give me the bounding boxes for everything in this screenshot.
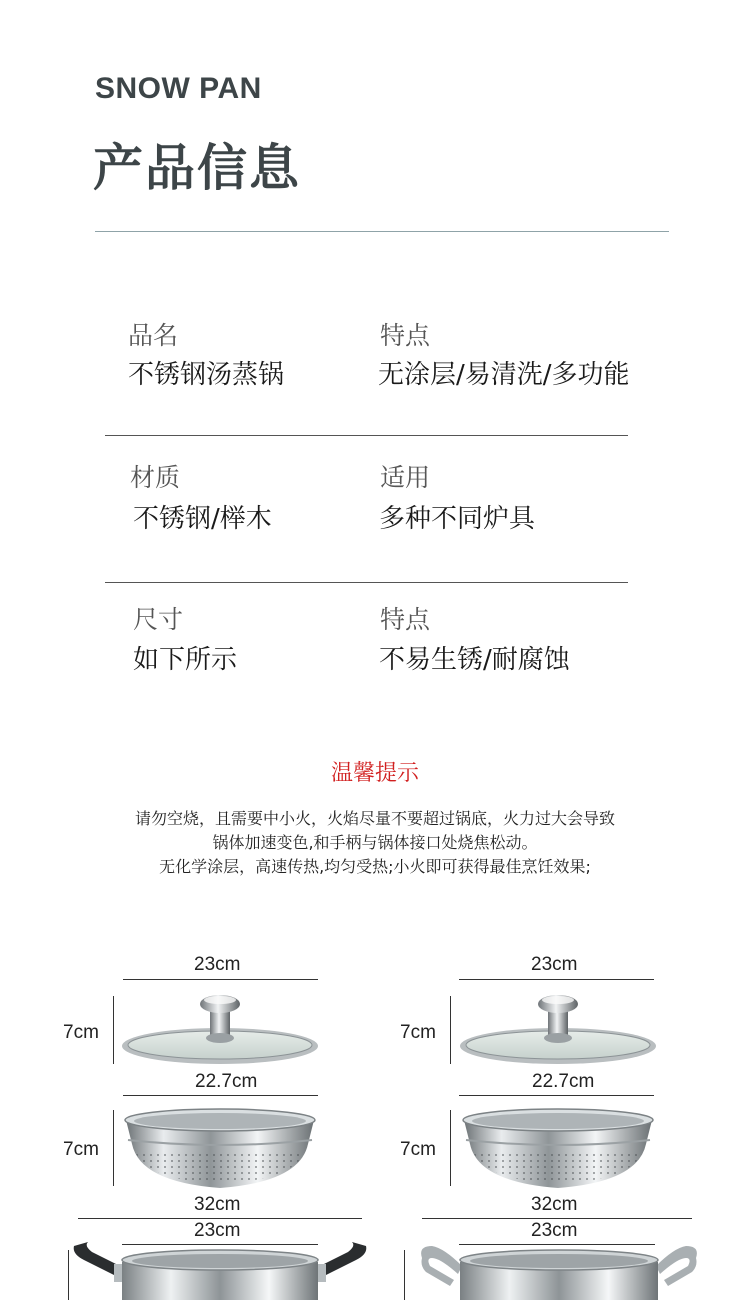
tips-title: 温馨提示 (330, 761, 419, 786)
dimension-line (68, 1250, 69, 1300)
spec-label-size: 尺寸 (133, 605, 184, 634)
spec-value-name: 不锈钢汤蒸锅 (128, 360, 285, 390)
dimension-line (113, 1110, 114, 1186)
dimension-line (422, 1218, 692, 1219)
spec-divider (105, 435, 628, 436)
lid-width-label: 23cm (194, 954, 241, 975)
pot-inner-width-label: 23cm (194, 1220, 241, 1241)
steamer-height-label: 7cm (63, 1139, 99, 1160)
spec-value-feature: 无涂层/易清洗/多功能 (378, 360, 630, 390)
soup-pot-image (414, 1236, 704, 1300)
steamer-height-label: 7cm (400, 1139, 436, 1160)
spec-label-name: 品名 (128, 321, 179, 350)
dimension-line (404, 1250, 405, 1300)
tips-line: 锅体加速变色,和手柄与锅体接口处烧焦松动。 (212, 833, 538, 852)
dimension-line (123, 1095, 318, 1096)
pot-outer-width-label: 32cm (194, 1194, 241, 1215)
spec-value-feature-2: 不易生锈/耐腐蚀 (379, 645, 570, 675)
lid-height-label: 7cm (63, 1022, 99, 1043)
steamer-width-label: 22.7cm (195, 1071, 258, 1092)
dimension-line (459, 1095, 654, 1096)
spec-label-usage: 适用 (380, 463, 431, 492)
spec-value-usage: 多种不同炉具 (379, 504, 536, 534)
dimension-line (113, 996, 114, 1064)
brand-name: SNOW PAN (95, 72, 262, 105)
title-divider (95, 231, 669, 232)
dimension-line (123, 979, 318, 980)
dimension-line (450, 1110, 451, 1186)
dimension-line (78, 1218, 362, 1219)
glass-lid-image (118, 990, 322, 1070)
tips-line: 无化学涂层，高速传热,均匀受热;小火即可获得最佳烹饪效果; (159, 857, 591, 876)
spec-label-feature-2: 特点 (380, 605, 431, 634)
lid-height-label: 7cm (400, 1022, 436, 1043)
page-title: 产品信息 (93, 139, 301, 197)
spec-label-material: 材质 (130, 463, 181, 492)
lid-width-label: 23cm (531, 954, 578, 975)
glass-lid-image (456, 990, 660, 1070)
pot-inner-width-label: 23cm (531, 1220, 578, 1241)
soup-pot-image (70, 1236, 370, 1300)
pot-outer-width-label: 32cm (531, 1194, 578, 1215)
dimension-line (459, 979, 654, 980)
spec-divider (105, 582, 628, 583)
steamer-basket-image (120, 1104, 320, 1194)
spec-value-material: 不锈钢/榉木 (133, 504, 272, 534)
spec-value-size: 如下所示 (133, 645, 238, 675)
steamer-width-label: 22.7cm (532, 1071, 595, 1092)
spec-label-feature: 特点 (380, 321, 431, 350)
steamer-basket-image (458, 1104, 658, 1194)
dimension-line (450, 996, 451, 1064)
tips-line: 请勿空烧，且需要中小火，火焰尽量不要超过锅底，火力过大会导致 (134, 809, 615, 828)
